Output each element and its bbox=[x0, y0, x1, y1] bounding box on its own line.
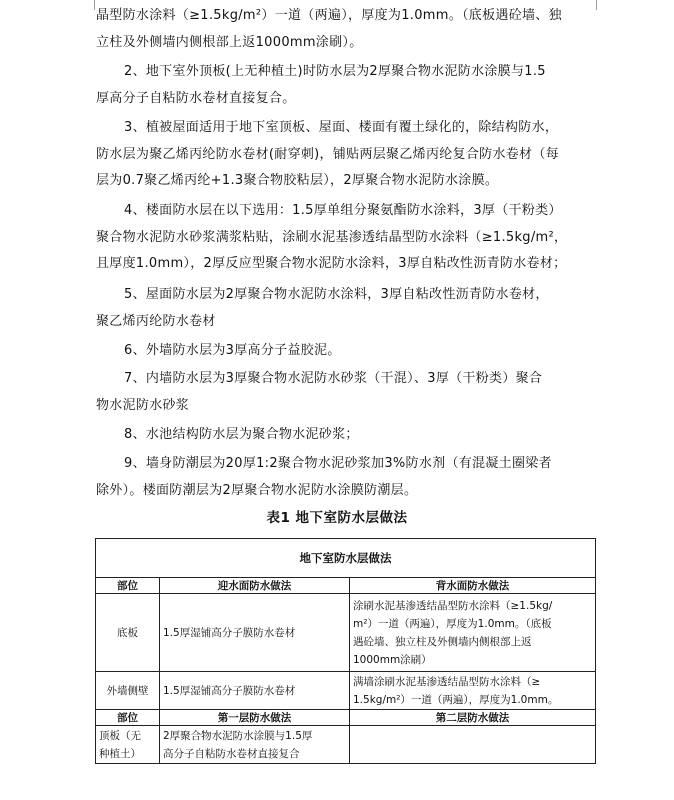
text-line: 4、楼面防水层在以下选用：1.5厚单组分聚氨酯防水涂料，3厚（干粉类） bbox=[124, 203, 562, 218]
row-first-layer bbox=[160, 726, 350, 764]
paragraph-4 bbox=[96, 198, 606, 278]
text-line: 6、外墙防水层为3厚高分子益胶泥。 bbox=[124, 343, 341, 358]
row-position: 底板 bbox=[96, 594, 160, 672]
text-line: 聚合物水泥防水砂浆满浆粘贴，涂刷水泥基渗透结晶型防水涂料（≥1.5kg/m²， bbox=[96, 229, 568, 245]
paragraph-7 bbox=[96, 366, 606, 419]
cell-line: 1000mm涂刷） bbox=[353, 653, 432, 666]
text-line: 除外）。楼面防潮层为2厚聚合物水泥防水涂膜防潮层。 bbox=[96, 482, 418, 498]
row-position bbox=[96, 726, 160, 764]
text-line: 聚乙烯丙纶防水卷材 bbox=[96, 313, 216, 329]
text-line: 2、地下室外顶板(上无种植土)时防水层为2厚聚合物水泥防水涂膜与1.5 bbox=[124, 64, 546, 79]
cell-line: m²）一道（两遍），厚度为1.0mm。（底板 bbox=[353, 617, 552, 630]
cell-line: 2厚聚合物水泥防水涂膜与1.5厚 bbox=[163, 729, 313, 742]
row-position: 外墙侧壁 bbox=[96, 672, 160, 710]
row-front-method: 1.5厚湿铺高分子膜防水卷材 bbox=[160, 672, 350, 710]
row-back-method bbox=[350, 594, 596, 672]
paragraph-6 bbox=[96, 338, 606, 365]
text-line: 晶型防水涂料（≥1.5kg/m²）一道（两遍），厚度为1.0mm。（底板遇砼墙、独 bbox=[96, 8, 562, 23]
header-position: 部位 bbox=[96, 578, 160, 594]
paragraph-2 bbox=[96, 59, 606, 112]
header-first-layer: 第一层防水做法 bbox=[160, 710, 350, 726]
waterproofing-table bbox=[95, 538, 596, 764]
text-line: 8、水池结构防水层为聚合物水泥砂浆； bbox=[124, 427, 359, 442]
cell-line: 遇砼墙、独立柱及外侧墙内侧根部上返 bbox=[353, 635, 532, 648]
paragraph-1 bbox=[96, 3, 606, 56]
row-second-layer bbox=[350, 726, 596, 764]
cell-line: 顶板（无 bbox=[99, 729, 141, 742]
text-line: 层为0.7聚乙烯丙纶+1.3聚合物胶粘层），2厚聚合物水泥防水涂膜。 bbox=[96, 173, 499, 188]
paragraph-3 bbox=[96, 115, 606, 195]
text-line: 防水层为聚乙烯丙纶防水卷材(耐穿刺)，铺贴两层聚乙烯丙纶复合防水卷材（每 bbox=[96, 146, 559, 162]
text-line: 厚高分子自粘防水卷材直接复合。 bbox=[96, 90, 296, 106]
header-front-side: 迎水面防水做法 bbox=[160, 578, 350, 594]
text-line: 9、墙身防潮层为20厚1:2聚合物水泥砂浆加3%防水剂（有混凝土圈梁者 bbox=[124, 456, 552, 471]
table-row bbox=[96, 594, 596, 672]
row-front-method: 1.5厚湿铺高分子膜防水卷材 bbox=[160, 594, 350, 672]
cell-line: 1.5kg/m²）一道（两遍），厚度为1.0mm。 bbox=[353, 693, 559, 706]
table-title: 地下室防水层做法 bbox=[96, 539, 596, 578]
header-back-side: 背水面防水做法 bbox=[350, 578, 596, 594]
cell-line: 种植土） bbox=[99, 747, 141, 760]
cell-line: 高分子自粘防水卷材直接复合 bbox=[163, 747, 300, 760]
text-line: 物水泥防水砂浆 bbox=[96, 397, 190, 413]
text-line: 3、植被屋面适用于地下室顶板、屋面、楼面有覆土绿化的，除结构防水， bbox=[124, 120, 559, 135]
crop-mark-top-left bbox=[72, 0, 95, 10]
text-line: 立柱及外侧墙内侧根部上返1000mm涂刷）。 bbox=[96, 34, 363, 50]
cell-line: 满墙涂刷水泥基渗透结晶型防水涂料（≥ bbox=[353, 675, 541, 688]
header-second-layer: 第二层防水做法 bbox=[350, 710, 596, 726]
row-back-method bbox=[350, 672, 596, 710]
paragraph-5 bbox=[96, 282, 606, 335]
table-caption: 表1 地下室防水层做法 bbox=[266, 510, 408, 526]
table-row bbox=[96, 672, 596, 710]
text-line: 5、屋面防水层为2厚聚合物水泥防水涂料，3厚自粘改性沥青防水卷材， bbox=[124, 287, 549, 302]
header-position: 部位 bbox=[96, 710, 160, 726]
text-line: 且厚度1.0mm），2厚反应型聚合物水泥防水涂料，3厚自粘改性沥青防水卷材； bbox=[96, 256, 567, 271]
cell-line: 涂刷水泥基渗透结晶型防水涂料（≥1.5kg/ bbox=[353, 599, 553, 612]
paragraph-9 bbox=[96, 451, 606, 504]
text-line: 7、内墙防水层为3厚聚合物水泥防水砂浆（干混）、3厚（干粉类）聚合 bbox=[124, 371, 543, 386]
paragraph-8 bbox=[96, 422, 606, 449]
table-row bbox=[96, 726, 596, 764]
